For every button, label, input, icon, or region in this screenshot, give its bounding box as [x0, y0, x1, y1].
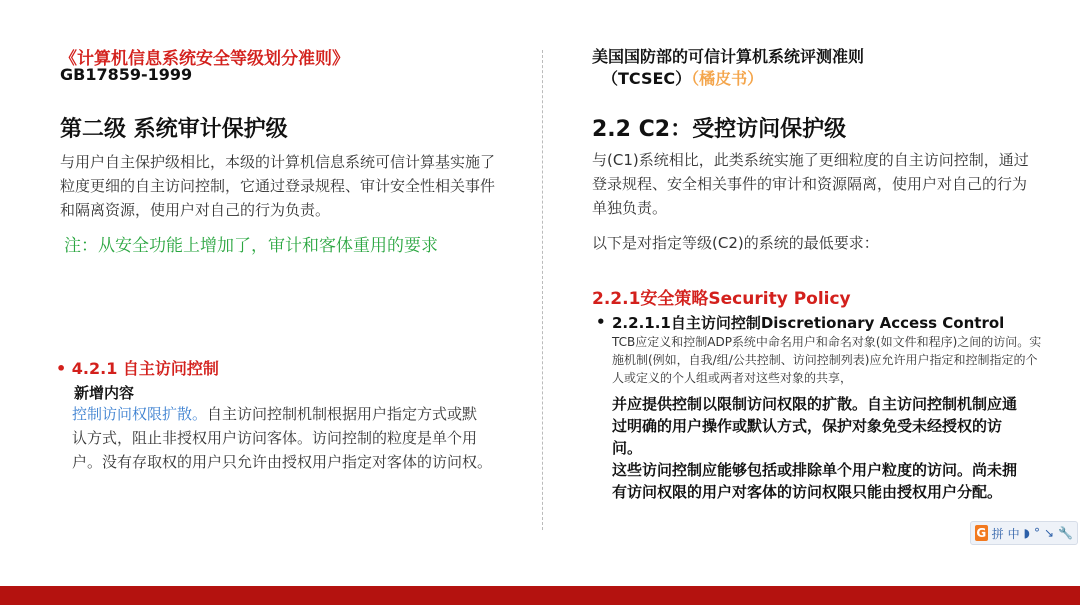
right-description: 与(C1)系统相比，此类系统实施了更细粒度的自主访问控制，通过登录规程、安全相关事件的审计和资源隔离，使用户对自己的行为单独负责。 — [592, 151, 1029, 217]
ime-settings-icon[interactable]: 🔧 — [1058, 526, 1073, 540]
left-document-code: GB17859-1999 — [60, 65, 193, 84]
right-subtitle-tag: （橘皮书） — [691, 69, 764, 88]
right-dac-label: 2.2.1.1自主访问控制Discretionary Access Control — [612, 314, 1005, 332]
left-body-text: 自主访问控制机制根据用户指定方式或默认方式，阻止非授权用户访问客体。访问控制的粒度是单个用户。没有存取权的用户只允许由授权用户指定对客体的访问权。 — [72, 405, 493, 471]
bullet-icon: • — [56, 359, 72, 378]
right-document-title: 美国国防部的可信计算机系统评测准则 — [592, 47, 865, 66]
left-subsection-label: 4.2.1 自主访问控制 — [71, 359, 219, 378]
left-section-heading: 第二级 系统审计保护级 — [60, 117, 288, 142]
ime-pinyin-button[interactable]: 拼 — [991, 526, 1004, 541]
ime-chinese-mode-button[interactable]: 中 — [1007, 526, 1020, 541]
ime-arrow-icon[interactable]: ↘ — [1043, 526, 1055, 540]
ime-punctuation-icon[interactable]: ° — [1033, 526, 1040, 540]
right-min-requirements: 以下是对指定等级(C2)的系统的最低要求： — [592, 234, 879, 252]
ime-moon-icon[interactable]: ◗ — [1023, 526, 1030, 540]
ime-toolbar[interactable] — [970, 521, 1078, 545]
bottom-accent-bar — [0, 586, 1080, 605]
right-dac-requirements — [612, 393, 1022, 503]
left-subheading: 新增内容 — [74, 384, 135, 402]
right-policy-heading: 2.2.1安全策略Security Policy — [592, 289, 851, 309]
left-subsection-heading — [56, 356, 219, 379]
left-body-highlight: 控制访问权限扩散。 — [72, 405, 208, 423]
left-document-title: 《计算机信息系统安全等级划分准则》 — [60, 49, 349, 69]
left-description: 与用户自主保护级相比，本级的计算机信息系统可信计算基实施了粒度更细的自主访问控制，它通过登录规程、审计安全性相关事件和隔离资源，使用户对自己的行为负责。 — [60, 153, 496, 219]
left-note: 注：从安全功能上增加了，审计和客体重用的要求 — [64, 236, 438, 256]
right-dac-requirement-2: 这些访问控制应能够包括或排除单个用户粒度的访问。尚未拥有访问权限的用户对客体的访问权限只能由授权用户分配。 — [612, 461, 1018, 501]
right-dac-requirement-1: 并应提供控制以限制访问权限的扩散。自主访问控制机制应通过明确的用户操作或默认方式，保护对象免受未经授权的访问。 — [612, 395, 1018, 457]
right-section-heading: 2.2 C2：受控访问保护级 — [592, 117, 847, 142]
right-subtitle-code: （TCSEC） — [602, 69, 692, 88]
left-body — [72, 402, 492, 474]
column-divider — [542, 50, 543, 530]
ime-logo-icon[interactable]: G — [976, 526, 987, 540]
right-dac-description: TCB应定义和控制ADP系统中命名用户和命名对象(如文件和程序)之间的访问。实施机制(例如，自我/组/公共控制、访问控制列表)应允许用户指定和控制指定的个人或定义的个人组或两者对这些对象的共享， — [612, 335, 1042, 385]
bullet-icon: • — [596, 313, 606, 331]
right-document-subtitle — [602, 66, 763, 89]
